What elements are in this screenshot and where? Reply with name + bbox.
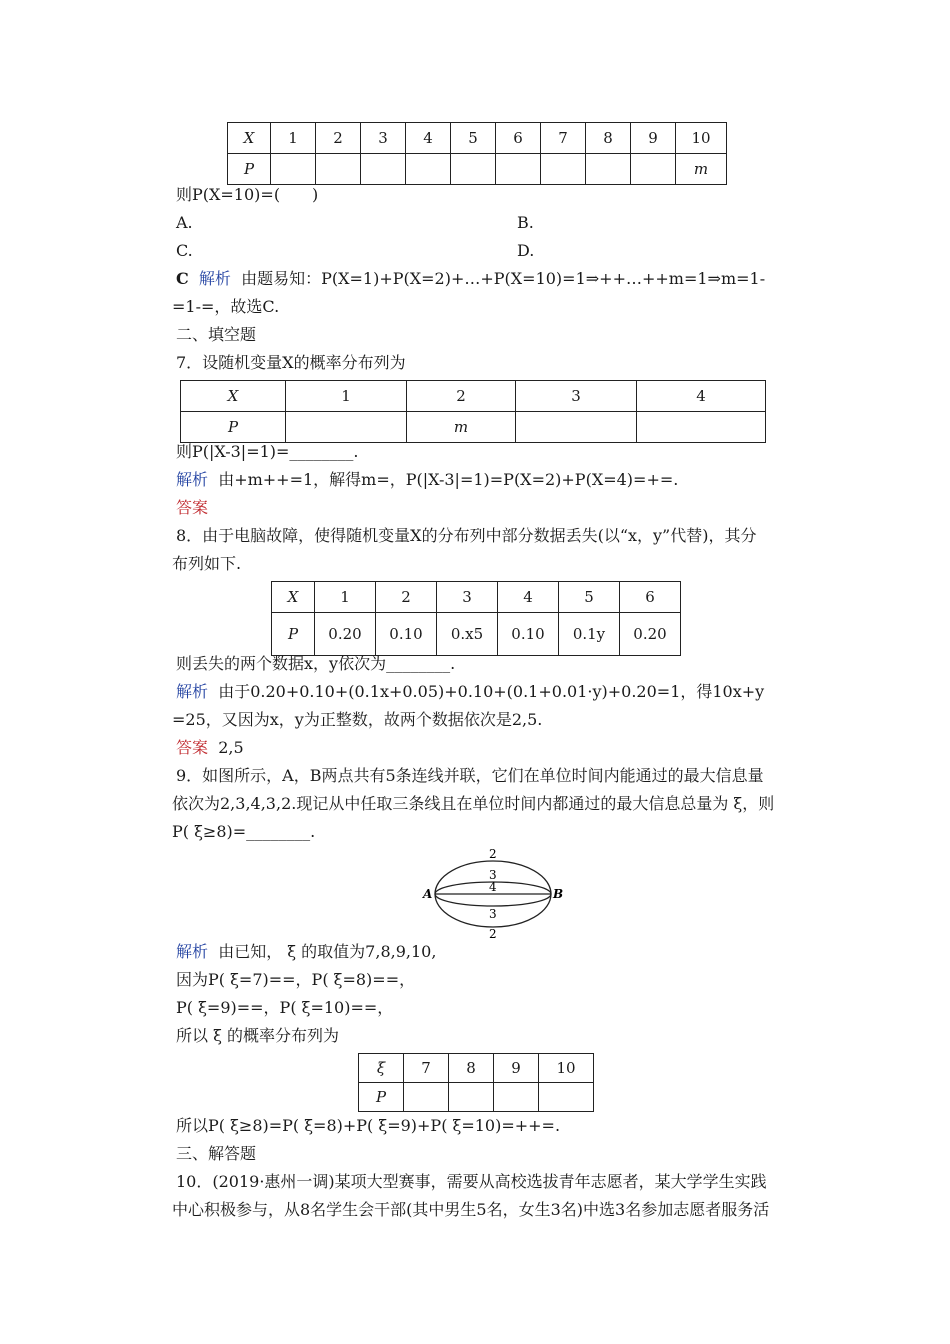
line-capacity-label: 2 xyxy=(489,927,497,941)
q7-answer-label: 答案 xyxy=(176,498,209,517)
point-b-label: B xyxy=(553,887,564,901)
table-cell: 6 xyxy=(496,123,541,154)
analysis-label: 解析 xyxy=(198,269,231,288)
table-cell xyxy=(449,1083,494,1112)
table-row xyxy=(228,154,727,185)
q9-parallel-lines-diagram xyxy=(412,842,572,942)
analysis-label: 解析 xyxy=(176,682,209,701)
q7-stem: 7．设随机变量X的概率分布列为 xyxy=(176,353,406,372)
q9-distribution-table xyxy=(358,1053,594,1112)
section-heading-fill-in: 二、填空题 xyxy=(176,325,257,344)
line-capacity-label: 2 xyxy=(489,847,497,861)
table-row xyxy=(228,123,727,154)
table-cell: 2 xyxy=(316,123,361,154)
table-row xyxy=(272,613,681,656)
analysis-label: 解析 xyxy=(176,470,209,489)
q9-analysis xyxy=(176,941,436,963)
table-cell: 8 xyxy=(586,123,631,154)
table-cell xyxy=(631,154,676,185)
table-cell: 0.x5 xyxy=(437,613,498,656)
table-cell: X xyxy=(228,123,271,154)
table-row xyxy=(359,1054,594,1083)
q6-answer: C xyxy=(176,269,189,288)
q8-stem-cont: 布列如下. xyxy=(172,554,242,573)
table-cell xyxy=(516,412,637,443)
table-cell: 1 xyxy=(271,123,316,154)
q7-analysis-text: 由+m++=1，解得m=，P(|X-3|=1)=P(X=2)+P(X=4)=+=. xyxy=(218,470,679,489)
q7-distribution-table xyxy=(180,380,766,443)
q8-answer-value: 2,5 xyxy=(218,738,244,757)
table-cell xyxy=(271,154,316,185)
table-cell: 1 xyxy=(315,582,376,613)
table-cell: 10 xyxy=(539,1054,594,1083)
table-cell: 4 xyxy=(406,123,451,154)
table-cell xyxy=(496,154,541,185)
q9-conclusion: 所以P( ξ≥8)=P( ξ=8)+P( ξ=9)+P( ξ=10)=++=. xyxy=(176,1116,561,1135)
table-cell: X xyxy=(181,381,286,412)
table-cell: 0.20 xyxy=(620,613,681,656)
table-cell: 8 xyxy=(449,1054,494,1083)
q8-distribution-table xyxy=(271,581,681,656)
table-cell: 4 xyxy=(637,381,766,412)
table-cell xyxy=(361,154,406,185)
table-cell: 0.10 xyxy=(498,613,559,656)
table-cell: m xyxy=(676,154,727,185)
q6-option-a: A. xyxy=(176,213,193,232)
table-row xyxy=(181,412,766,443)
table-row xyxy=(181,381,766,412)
table-cell: 2 xyxy=(407,381,516,412)
table-cell: m xyxy=(407,412,516,443)
table-cell: 0.10 xyxy=(376,613,437,656)
table-cell: 3 xyxy=(516,381,637,412)
table-cell: 3 xyxy=(437,582,498,613)
table-cell xyxy=(406,154,451,185)
table-cell: 0.20 xyxy=(315,613,376,656)
table-cell: 4 xyxy=(498,582,559,613)
table-row xyxy=(359,1083,594,1112)
q6-option-b: B. xyxy=(517,213,534,232)
q8-question: 则丢失的两个数据x，y依次为________. xyxy=(176,654,456,673)
table-cell: P xyxy=(228,154,271,185)
q9-analysis-line-3: P( ξ=9)==，P( ξ=10)==， xyxy=(176,998,394,1017)
q7-question: 则P(|X-3|=1)=________. xyxy=(176,442,359,461)
q6-question: 则P(X=10)=( ) xyxy=(176,185,319,204)
table-cell: 3 xyxy=(361,123,406,154)
section-heading-solutions: 三、解答题 xyxy=(176,1144,257,1163)
q6-analysis xyxy=(176,268,765,290)
q9-analysis-line-4: 所以 ξ 的概率分布列为 xyxy=(176,1026,339,1045)
q9-analysis-text: 由已知， ξ 的取值为7,8,9,10, xyxy=(218,942,437,961)
table-cell: 0.1y xyxy=(559,613,620,656)
q9-stem-cont-2: P( ξ≥8)=________. xyxy=(172,822,316,841)
table-cell: X xyxy=(272,582,315,613)
table-cell: ξ xyxy=(359,1054,404,1083)
q10-stem-cont: 中心积极参与，从8名学生会干部(其中男生5名，女生3名)中选3名参加志愿者服务活 xyxy=(172,1200,770,1219)
q7-analysis xyxy=(176,469,678,491)
q6-distribution-table xyxy=(227,122,727,185)
table-cell xyxy=(286,412,407,443)
table-cell: P xyxy=(272,613,315,656)
table-cell: P xyxy=(359,1083,404,1112)
table-cell xyxy=(404,1083,449,1112)
q10-stem: 10．(2019·惠州一调)某项大型赛事，需要从高校选拔青年志愿者，某大学学生实践 xyxy=(176,1172,767,1191)
q9-stem: 9．如图所示，A，B两点共有5条连线并联，它们在单位时间内能通过的最大信息量 xyxy=(176,766,764,785)
table-cell xyxy=(494,1083,539,1112)
table-cell xyxy=(586,154,631,185)
line-capacity-label: 4 xyxy=(489,880,497,894)
analysis-label: 解析 xyxy=(176,942,209,961)
table-cell: P xyxy=(181,412,286,443)
table-cell: 9 xyxy=(631,123,676,154)
table-cell xyxy=(539,1083,594,1112)
table-cell xyxy=(451,154,496,185)
table-cell: 7 xyxy=(404,1054,449,1083)
table-row xyxy=(272,582,681,613)
q6-analysis-cont: =1-=，故选C. xyxy=(172,297,280,316)
line-capacity-label: 3 xyxy=(489,907,497,921)
table-cell xyxy=(541,154,586,185)
table-cell xyxy=(316,154,361,185)
q6-option-d: D. xyxy=(517,241,535,260)
answer-label: 答案 xyxy=(176,738,209,757)
table-cell: 10 xyxy=(676,123,727,154)
table-cell: 2 xyxy=(376,582,437,613)
q9-stem-cont: 依次为2,3,4,3,2.现记从中任取三条线且在单位时间内都通过的最大信息总量为 ξ，则 xyxy=(172,794,775,813)
table-cell: 5 xyxy=(559,582,620,613)
table-cell: 5 xyxy=(451,123,496,154)
q6-option-c: C. xyxy=(176,241,193,260)
q8-analysis-cont: =25，又因为x，y为正整数，故两个数据依次是2,5. xyxy=(172,710,543,729)
table-cell: 7 xyxy=(541,123,586,154)
q8-analysis xyxy=(176,681,764,703)
table-cell: 6 xyxy=(620,582,681,613)
point-a-label: A xyxy=(423,887,433,901)
q8-answer xyxy=(176,737,244,759)
line-capacity-label: 3 xyxy=(489,868,497,882)
q9-analysis-line-2: 因为P( ξ=7)==，P( ξ=8)==， xyxy=(176,970,416,989)
q6-analysis-text: 由题易知：P(X=1)+P(X=2)+…+P(X=10)=1⇒++…++m=1⇒m=1- xyxy=(241,269,766,288)
table-cell: 9 xyxy=(494,1054,539,1083)
table-cell: 1 xyxy=(286,381,407,412)
table-cell xyxy=(637,412,766,443)
q8-analysis-text: 由于0.20+0.10+(0.1x+0.05)+0.10+(0.1+0.01·y)+0.20=1，得10x+y xyxy=(218,682,765,701)
q8-stem: 8．由于电脑故障，使得随机变量X的分布列中部分数据丢失(以“x，y”代替)，其分 xyxy=(176,526,757,545)
